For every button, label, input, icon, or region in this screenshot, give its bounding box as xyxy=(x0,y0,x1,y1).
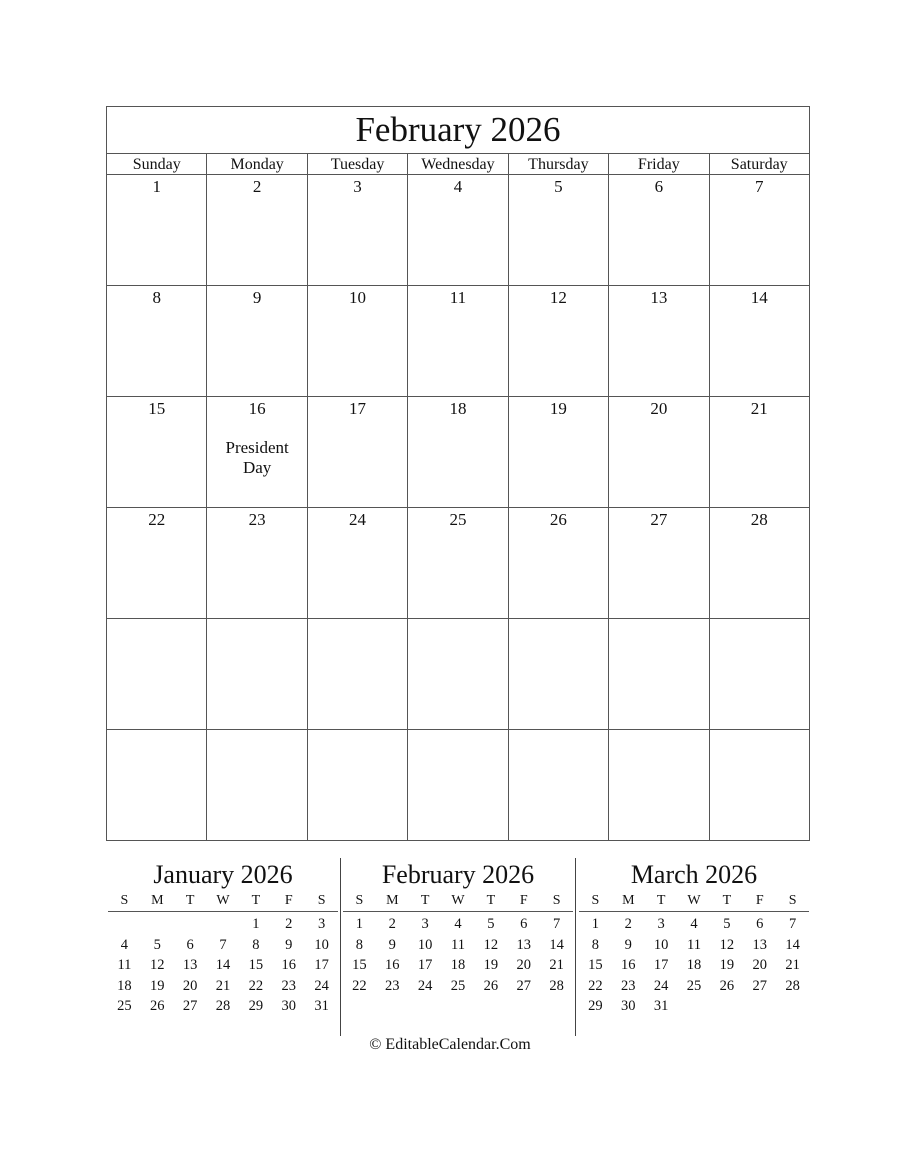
mini-day: 24 xyxy=(653,977,669,994)
mini-weekday: T xyxy=(486,893,496,908)
mini-day: 12 xyxy=(483,936,499,953)
mini-weekday: M xyxy=(622,893,635,908)
mini-calendar-march xyxy=(579,856,809,1017)
mini-day xyxy=(141,914,174,935)
mini-day: 9 xyxy=(388,936,396,953)
week-row xyxy=(107,286,809,397)
mini-day: 1 xyxy=(252,916,260,932)
day-cell[interactable] xyxy=(408,397,508,507)
mini-calendar-title: February 2026 xyxy=(381,860,535,889)
mini-weekday-row xyxy=(343,892,573,912)
main-calendar xyxy=(106,106,810,841)
day-cell[interactable] xyxy=(509,286,609,396)
mini-day: 12 xyxy=(150,957,165,973)
day-cell[interactable] xyxy=(609,286,709,396)
day-number: 20 xyxy=(650,399,668,418)
day-cell[interactable] xyxy=(107,397,207,507)
mini-day: 4 xyxy=(120,936,129,953)
mini-day: 3 xyxy=(657,916,665,932)
day-cell[interactable] xyxy=(207,286,307,396)
mini-weekday: S xyxy=(788,893,797,908)
mini-week-row xyxy=(579,976,809,997)
mini-day: 11 xyxy=(451,936,465,953)
mini-day: 9 xyxy=(285,936,293,953)
mini-day: 15 xyxy=(588,957,603,973)
holiday-label xyxy=(207,438,306,478)
mini-week-row xyxy=(579,914,809,935)
mini-day: 26 xyxy=(719,977,735,994)
mini-week-row xyxy=(579,935,809,956)
day-cell[interactable] xyxy=(710,286,809,396)
mini-day: 7 xyxy=(552,916,561,932)
week-row xyxy=(107,175,809,286)
day-number: 22 xyxy=(148,510,166,529)
day-cell[interactable] xyxy=(710,175,809,285)
mini-weekday: W xyxy=(451,893,465,908)
mini-day: 11 xyxy=(687,936,701,953)
mini-weekday: T xyxy=(251,893,261,908)
mini-day xyxy=(743,996,776,1017)
mini-weekday: S xyxy=(317,893,326,908)
day-cell[interactable] xyxy=(408,730,508,840)
mini-day: 22 xyxy=(248,977,264,994)
mini-day: 21 xyxy=(549,957,564,973)
day-number: 3 xyxy=(353,177,362,196)
day-number: 26 xyxy=(549,510,567,529)
mini-week-row xyxy=(579,955,809,976)
mini-day: 1 xyxy=(591,916,600,932)
mini-day: 9 xyxy=(624,936,632,953)
mini-day: 13 xyxy=(182,957,198,973)
week-row xyxy=(107,730,809,840)
mini-day: 3 xyxy=(317,916,326,932)
mini-day: 5 xyxy=(723,916,731,932)
mini-calendar-january xyxy=(108,856,338,1017)
mini-day: 28 xyxy=(785,977,800,994)
day-cell[interactable] xyxy=(207,619,307,729)
mini-day: 24 xyxy=(314,977,329,994)
weekday-wednesday: Wednesday xyxy=(408,154,508,174)
day-cell[interactable] xyxy=(308,508,408,618)
mini-day xyxy=(207,914,240,935)
mini-day xyxy=(710,996,743,1017)
mini-day: 26 xyxy=(150,998,165,1014)
mini-day: 22 xyxy=(352,977,367,994)
mini-calendar-title: January 2026 xyxy=(153,860,293,889)
weekday-saturday: Saturday xyxy=(730,156,788,173)
mini-day: 16 xyxy=(385,957,400,973)
mini-day: 6 xyxy=(186,936,194,953)
day-cell[interactable] xyxy=(207,175,307,285)
day-cell[interactable] xyxy=(710,508,809,618)
mini-weekday: S xyxy=(355,893,364,908)
mini-day: 27 xyxy=(182,998,198,1014)
day-cell[interactable] xyxy=(609,508,709,618)
mini-day: 5 xyxy=(153,936,161,953)
weekday-thursday: Thursday xyxy=(509,154,609,174)
mini-day: 17 xyxy=(653,957,669,973)
mini-day xyxy=(108,914,141,935)
weekday-monday: Monday xyxy=(207,154,307,174)
mini-day: 15 xyxy=(352,957,367,973)
mini-day: 25 xyxy=(686,977,702,994)
day-cell[interactable] xyxy=(308,730,408,840)
mini-day: 31 xyxy=(314,998,329,1014)
day-number: 10 xyxy=(349,288,367,307)
mini-weekday: T xyxy=(722,893,732,908)
day-number: 24 xyxy=(349,510,367,529)
weekday-tuesday: Tuesday xyxy=(308,154,408,174)
day-number: 27 xyxy=(650,510,668,529)
mini-weekday: T xyxy=(185,893,195,908)
mini-day: 31 xyxy=(653,998,669,1014)
mini-day: 23 xyxy=(281,977,296,994)
mini-day: 18 xyxy=(686,957,702,973)
mini-day: 4 xyxy=(454,916,462,932)
mini-weekday-row xyxy=(579,892,809,912)
mini-week-row xyxy=(343,935,573,956)
week-row xyxy=(107,397,809,508)
mini-day: 7 xyxy=(788,916,797,932)
mini-day: 28 xyxy=(549,977,564,994)
mini-day: 18 xyxy=(450,957,466,973)
mini-day: 20 xyxy=(752,957,767,973)
mini-weekday: S xyxy=(120,893,129,908)
day-number: 23 xyxy=(248,510,266,529)
day-cell[interactable] xyxy=(710,397,809,507)
mini-day: 14 xyxy=(785,936,800,953)
day-cell[interactable] xyxy=(509,730,609,840)
mini-day: 21 xyxy=(215,977,231,994)
mini-day: 30 xyxy=(621,998,636,1014)
holiday-line: Day xyxy=(242,458,272,477)
mini-day: 6 xyxy=(520,916,528,932)
weekday-sunday: Sunday xyxy=(107,154,207,174)
day-cell[interactable] xyxy=(609,730,709,840)
day-number: 1 xyxy=(152,177,161,196)
mini-day: 16 xyxy=(621,957,636,973)
day-cell[interactable] xyxy=(509,397,609,507)
day-cell[interactable] xyxy=(308,397,408,507)
mini-calendar-title: March 2026 xyxy=(630,860,758,889)
mini-weekday: S xyxy=(552,893,561,908)
mini-weekday: W xyxy=(216,893,230,908)
mini-week-row xyxy=(108,914,338,935)
mini-day: 23 xyxy=(385,977,400,994)
mini-day: 27 xyxy=(516,977,531,994)
mini-day xyxy=(174,914,207,935)
mini-week-row xyxy=(108,996,338,1017)
copyright-footer: © EditableCalendar.Com xyxy=(369,1036,531,1053)
mini-day xyxy=(678,996,711,1017)
day-cell[interactable] xyxy=(207,508,307,618)
day-number: 11 xyxy=(449,288,467,307)
day-number: 15 xyxy=(148,399,166,418)
mini-day: 3 xyxy=(421,916,429,932)
mini-weekday: F xyxy=(284,893,293,908)
day-cell[interactable] xyxy=(308,175,408,285)
mini-day: 23 xyxy=(621,977,636,994)
mini-day: 7 xyxy=(219,936,227,953)
mini-weekday: M xyxy=(151,893,164,908)
day-cell[interactable] xyxy=(107,730,207,840)
day-number: 13 xyxy=(650,288,668,307)
day-number: 16 xyxy=(248,399,266,418)
mini-weekday: F xyxy=(755,893,764,908)
mini-day: 25 xyxy=(450,977,466,994)
day-number: 7 xyxy=(754,177,764,196)
divider xyxy=(575,858,576,1036)
day-number: 8 xyxy=(152,288,161,307)
mini-day: 10 xyxy=(314,936,329,953)
mini-day: 19 xyxy=(150,977,165,994)
mini-day: 16 xyxy=(281,957,296,973)
mini-day: 19 xyxy=(483,957,499,973)
day-cell[interactable] xyxy=(509,508,609,618)
mini-week-row xyxy=(343,955,573,976)
mini-day: 26 xyxy=(483,977,499,994)
mini-day: 2 xyxy=(624,916,632,932)
mini-weekday: S xyxy=(591,893,600,908)
mini-week-row xyxy=(108,955,338,976)
divider xyxy=(340,858,341,1036)
day-number: 28 xyxy=(750,510,768,529)
mini-day: 2 xyxy=(285,916,293,932)
day-number: 19 xyxy=(549,399,567,418)
day-number: 18 xyxy=(449,399,467,418)
day-cell[interactable] xyxy=(107,619,207,729)
mini-calendar-february xyxy=(343,856,573,996)
mini-weekday: M xyxy=(386,893,399,908)
mini-day: 25 xyxy=(117,998,132,1014)
day-cell[interactable] xyxy=(509,175,609,285)
mini-day: 14 xyxy=(215,957,231,973)
mini-day: 30 xyxy=(281,998,296,1014)
day-cell[interactable] xyxy=(710,730,809,840)
mini-day: 15 xyxy=(248,957,264,973)
mini-weekday-row xyxy=(108,892,338,912)
day-number: 2 xyxy=(252,177,262,196)
day-cell[interactable] xyxy=(207,730,307,840)
day-number: 17 xyxy=(349,399,367,418)
day-cell[interactable] xyxy=(107,175,207,285)
day-number: 6 xyxy=(654,177,664,196)
mini-calendars xyxy=(106,856,810,1036)
mini-weekday: W xyxy=(687,893,701,908)
mini-week-row xyxy=(108,935,338,956)
mini-day: 17 xyxy=(314,957,329,973)
day-cell[interactable] xyxy=(408,508,508,618)
mini-day: 22 xyxy=(588,977,603,994)
day-number: 9 xyxy=(252,288,262,307)
mini-day xyxy=(776,996,809,1017)
mini-day: 5 xyxy=(487,916,495,932)
week-row xyxy=(107,619,809,730)
mini-day: 13 xyxy=(516,936,531,953)
mini-day: 20 xyxy=(516,957,531,973)
mini-day: 1 xyxy=(355,916,364,932)
day-cell[interactable] xyxy=(107,508,207,618)
mini-day: 2 xyxy=(388,916,396,932)
mini-day: 8 xyxy=(591,936,600,953)
mini-day: 8 xyxy=(252,936,260,953)
mini-day: 13 xyxy=(752,936,767,953)
day-cell[interactable] xyxy=(207,397,307,507)
day-cell[interactable] xyxy=(509,619,609,729)
calendar-title: February 2026 xyxy=(107,107,809,154)
mini-week-row xyxy=(108,976,338,997)
mini-day: 29 xyxy=(248,998,264,1014)
day-cell[interactable] xyxy=(107,286,207,396)
mini-day: 11 xyxy=(117,957,132,973)
mini-weekday: T xyxy=(656,893,666,908)
mini-week-row xyxy=(579,996,809,1017)
mini-weekday: T xyxy=(420,893,430,908)
mini-day: 14 xyxy=(549,936,564,953)
day-cell[interactable] xyxy=(609,619,709,729)
mini-day: 10 xyxy=(653,936,669,953)
mini-day: 19 xyxy=(719,957,735,973)
mini-day: 18 xyxy=(117,977,132,994)
mini-day: 24 xyxy=(417,977,433,994)
day-number: 4 xyxy=(453,177,463,196)
mini-week-row xyxy=(343,976,573,997)
weekday-header-row xyxy=(107,154,809,175)
mini-day: 28 xyxy=(215,998,231,1014)
day-cell[interactable] xyxy=(408,619,508,729)
day-cell[interactable] xyxy=(609,175,709,285)
week-row xyxy=(107,508,809,619)
calendar-grid xyxy=(107,175,809,840)
day-cell[interactable] xyxy=(609,397,709,507)
mini-weekday: F xyxy=(519,893,528,908)
mini-day: 4 xyxy=(690,916,698,932)
mini-day: 17 xyxy=(417,957,433,973)
mini-day: 29 xyxy=(588,998,603,1014)
holiday-line: President xyxy=(225,438,289,457)
day-number: 25 xyxy=(449,510,467,529)
mini-day: 12 xyxy=(719,936,735,953)
mini-day: 8 xyxy=(355,936,364,953)
day-cell[interactable] xyxy=(308,286,408,396)
mini-day: 6 xyxy=(756,916,764,932)
day-cell[interactable] xyxy=(710,619,809,729)
day-number: 21 xyxy=(750,399,768,418)
mini-day: 27 xyxy=(752,977,767,994)
mini-day: 21 xyxy=(785,957,800,973)
day-number: 14 xyxy=(750,288,768,307)
day-cell[interactable] xyxy=(308,619,408,729)
mini-week-row xyxy=(343,914,573,935)
mini-day: 20 xyxy=(182,977,198,994)
weekday-friday: Friday xyxy=(609,154,709,174)
day-cell[interactable] xyxy=(408,286,508,396)
mini-day: 10 xyxy=(417,936,433,953)
day-cell[interactable] xyxy=(408,175,508,285)
day-number: 12 xyxy=(549,288,567,307)
day-number: 5 xyxy=(554,177,563,196)
